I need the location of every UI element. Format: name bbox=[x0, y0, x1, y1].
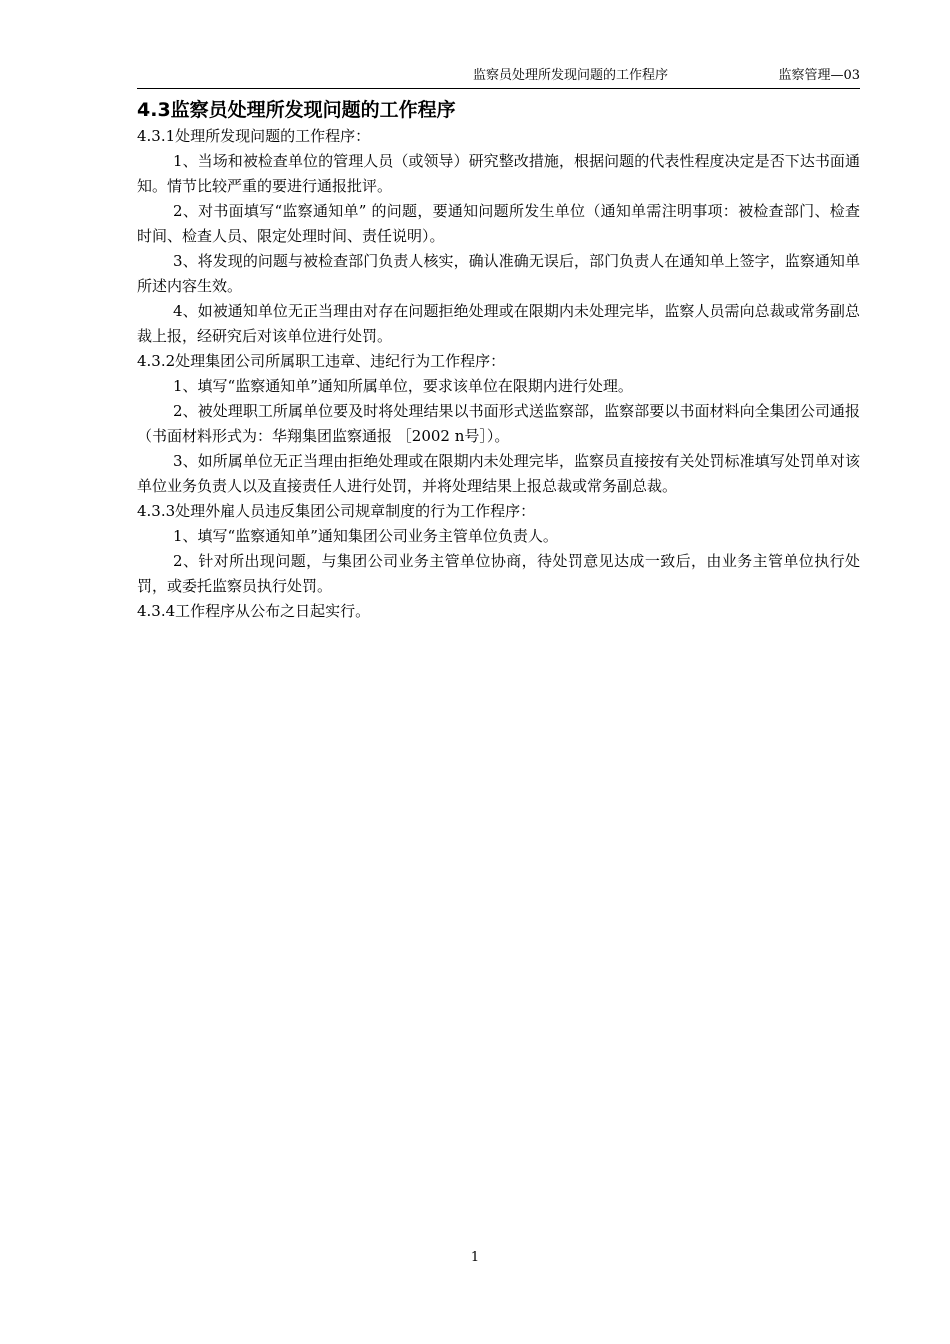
subsection-heading: 4.3.2处理集团公司所属职工违章、违纪行为工作程序： bbox=[137, 352, 506, 370]
paragraph: 1、当场和被检查单位的管理人员（或领导）研究整改措施，根据问题的代表性程度决定是否下达书面通知。情节比较严重的要进行通报批评。 bbox=[137, 152, 860, 195]
paragraph: 3、如所属单位无正当理由拒绝处理或在限期内未处理完毕，监察员直接按有关处罚标准填写处罚单对该单位业务负责人以及直接责任人进行处罚，并将处理结果上报总裁或常务副总裁。 bbox=[137, 452, 860, 495]
subsection-4-3-3 bbox=[137, 499, 860, 599]
header-document-code: 监察管理—03 bbox=[778, 68, 860, 83]
page-header bbox=[137, 66, 860, 89]
subsection-4-3-4 bbox=[137, 599, 860, 624]
subsection-heading: 4.3.3处理外雇人员违反集团公司规章制度的行为工作程序： bbox=[137, 502, 536, 520]
paragraph: 2、针对所出现问题，与集团公司业务主管单位协商，待处罚意见达成一致后，由业务主管单位执行处罚，或委托监察员执行处罚。 bbox=[137, 552, 860, 595]
header-title: 监察员处理所发现问题的工作程序 bbox=[473, 68, 669, 83]
paragraph: 4、如被通知单位无正当理由对存在问题拒绝处理或在限期内未处理完毕，监察人员需向总裁或常务副总裁上报，经研究后对该单位进行处罚。 bbox=[137, 302, 860, 345]
paragraph: 2、对书面填写“监察通知单” 的问题，要通知问题所发生单位（通知单需注明事项：被检查部门、检查时间、检查人员、限定处理时间、责任说明）。 bbox=[137, 202, 860, 245]
section-title: 4.3监察员处理所发现问题的工作程序 bbox=[137, 99, 456, 121]
subsection-heading: 4.3.1处理所发现问题的工作程序： bbox=[137, 127, 371, 145]
subsection-4-3-2 bbox=[137, 349, 860, 499]
paragraph: 1、填写“监察通知单”通知所属单位，要求该单位在限期内进行处理。 bbox=[173, 377, 633, 395]
paragraph: 2、被处理职工所属单位要及时将处理结果以书面形式送监察部，监察部要以书面材料向全集团公司通报（书面材料形式为：华翔集团监察通报 ［2002 n号］）。 bbox=[137, 402, 860, 445]
document-body bbox=[137, 96, 860, 624]
paragraph: 3、将发现的问题与被检查部门负责人核实，确认准确无误后，部门负责人在通知单上签字，监察通知单所述内容生效。 bbox=[137, 252, 860, 295]
page-number: 1 bbox=[470, 1250, 480, 1265]
subsection-4-3-1 bbox=[137, 124, 860, 349]
subsection-heading: 4.3.4工作程序从公布之日起实行。 bbox=[137, 602, 371, 620]
paragraph: 1、填写“监察通知单”通知集团公司业务主管单位负责人。 bbox=[173, 527, 558, 545]
